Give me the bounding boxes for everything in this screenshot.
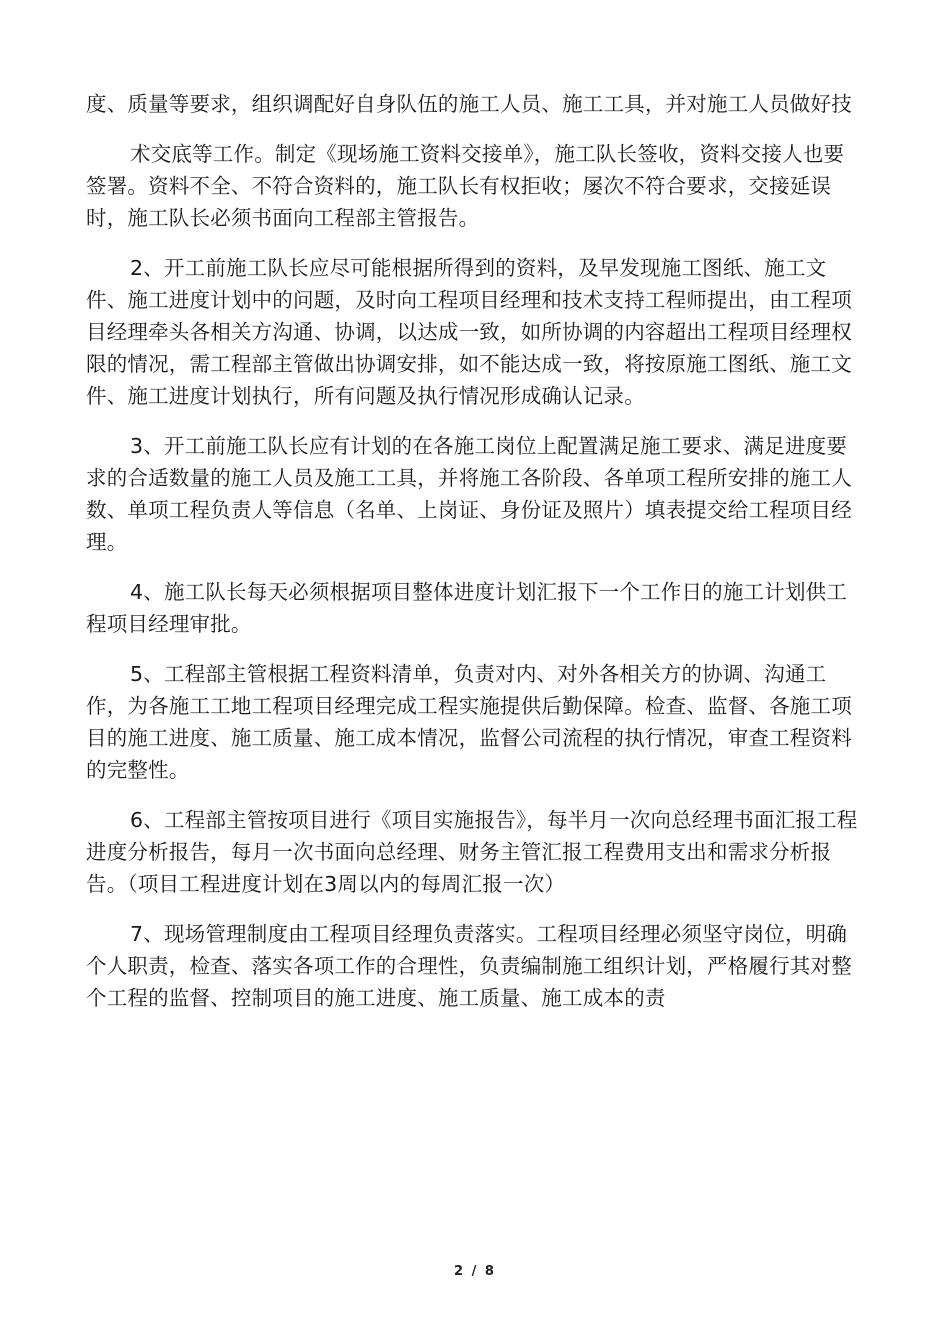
document-body [86,88,862,1032]
paragraph-item-7: 7、现场管理制度由工程项目经理负责落实。工程项目经理必须坚守岗位，明确个人职责，检查、落实各项工作的合理性，负责编制施工组织计划，严格履行其对整个工程的监督、控制项目的施工进度、施工质量、施工成本的责 [86,922,852,1010]
paragraph-item-2: 2、开工前施工队长应尽可能根据所得到的资料，及早发现施工图纸、施工文件、施工进度计划中的问题，及时向工程项目经理和技术支持工程师提出，由工程项目经理牵头各相关方沟通、协调，以达成一致，如所协调的内容超出工程项目经理权限的情况，需工程部主管做出协调安排，如不能达成一致，将按原施工图纸、施工文件、施工进度计划执行，所有问题及执行情况形成确认记录。 [86,256,852,408]
paragraph-item-3: 3、开工前施工队长应有计划的在各施工岗位上配置满足施工要求、满足进度要求的合适数量的施工人员及施工工具，并将施工各阶段、各单项工程所安排的施工人数、单项工程负责人等信息（名单、上岗证、身份证及照片）填表提交给工程项目经理。 [86,434,852,554]
paragraph-item-6: 6、工程部主管按项目进行《项目实施报告》，每半月一次向总经理书面汇报工程进度分析报告，每月一次书面向总经理、财务主管汇报工程费用支出和需求分析报告。（项目工程进度计划在3周以内的每周汇报一次） [86,808,858,896]
paragraph-item-4: 4、施工队长每天必须根据项目整体进度计划汇报下一个工作日的施工计划供工程项目经理审批。 [86,580,848,636]
paragraph-item-5: 5、工程部主管根据工程资料清单，负责对内、对外各相关方的协调、沟通工作，为各施工工地工程项目经理完成工程实施提供后勤保障。检查、监督、各施工项目的施工进度、施工质量、施工成本情况，监督公司流程的执行情况，审查工程资料的完整性。 [86,662,852,782]
page-number: 2 / 8 [454,1264,496,1279]
paragraph-continuation: 度、质量等要求，组织调配好自身队伍的施工人员、施工工具，并对施工人员做好技 [86,92,852,116]
paragraph-technical-briefing: 术交底等工作。制定《现场施工资料交接单》，施工队长签收，资料交接人也要签署。资料不全、不符合资料的，施工队长有权拒收；屡次不符合要求，交接延误时，施工队长必须书面向工程部主管报告。 [86,142,845,230]
